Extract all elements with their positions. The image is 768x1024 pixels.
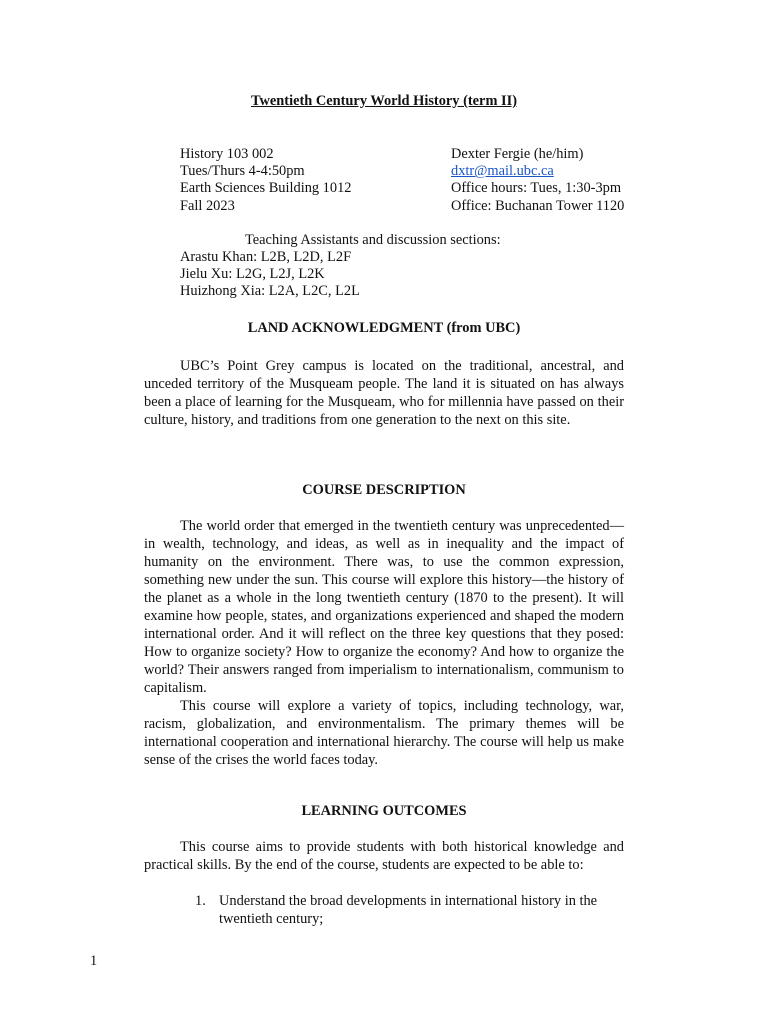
ta-item: Arastu Khan: L2B, L2D, L2F <box>180 249 352 265</box>
course-description-para-1: The world order that emerged in the twentieth century was unprecedented—in wealth, technology, and ideas, as well as in inequality and the impact of humanity on the environment. There was, to use the common expression, something new under the sun. This course will explore this history—the history of the planet as a whole in the long twentieth century (1870 to the present). It will examine how people, states, and organizations experienced and shaped the modern international order. And it will reflect on the three key questions that they posed: How to organize society? How to organize the economy? And how to organize the world? Their answers ranged from imperialism to internationalism, communism to capitalism. <box>144 518 624 696</box>
course-description-heading: COURSE DESCRIPTION <box>302 482 466 498</box>
learning-outcomes-heading: LEARNING OUTCOMES <box>301 803 467 819</box>
course-info <box>180 146 351 215</box>
list-item-text: Understand the broad developments in international history in the twentieth century; <box>219 893 598 927</box>
instructor-info <box>451 146 624 215</box>
ta-item: Jielu Xu: L2G, L2J, L2K <box>180 266 325 283</box>
course-description-para-2: This course will explore a variety of topics, including technology, war, racism, globalization, and environmentalism. The primary themes will be international cooperation and international hierarchy. The course will help us make sense of the crises the world faces today. <box>144 698 624 768</box>
instructor-email-link[interactable]: dxtr@mail.ubc.ca <box>451 163 554 180</box>
land-ack-text: UBC’s Point Grey campus is located on the traditional, ancestral, and unceded territory of the Musqueam people. The land it is situated on has always been a place of learning for the Musqueam, who for millennia have passed on their culture, history, and traditions from one generation to the next on this site. <box>144 358 624 428</box>
course-location: Earth Sciences Building 1012 <box>180 180 352 197</box>
course-schedule: Tues/Thurs 4-4:50pm <box>180 163 305 180</box>
list-item-number: 1. <box>195 893 206 909</box>
document-title: Twentieth Century World History (term II) <box>250 93 518 109</box>
office-location: Office: Buchanan Tower 1120 <box>451 197 625 214</box>
ta-item: Huizhong Xia: L2A, L2C, L2L <box>180 283 360 300</box>
course-code: History 103 002 <box>180 146 274 162</box>
land-ack-heading: LAND ACKNOWLEDGMENT (from UBC) <box>247 320 521 336</box>
learning-outcomes-intro: This course aims to provide students with both historical knowledge and practical skills. By the end of the course, students are expected to be able to: <box>144 839 624 873</box>
page-number: 1 <box>90 953 98 969</box>
instructor-name: Dexter Fergie (he/him) <box>451 146 584 162</box>
ta-heading: Teaching Assistants and discussion sections: <box>245 232 501 248</box>
ta-list <box>180 249 360 301</box>
office-hours: Office hours: Tues, 1:30-3pm <box>451 180 622 197</box>
list-item <box>195 892 625 928</box>
course-term: Fall 2023 <box>180 197 235 214</box>
